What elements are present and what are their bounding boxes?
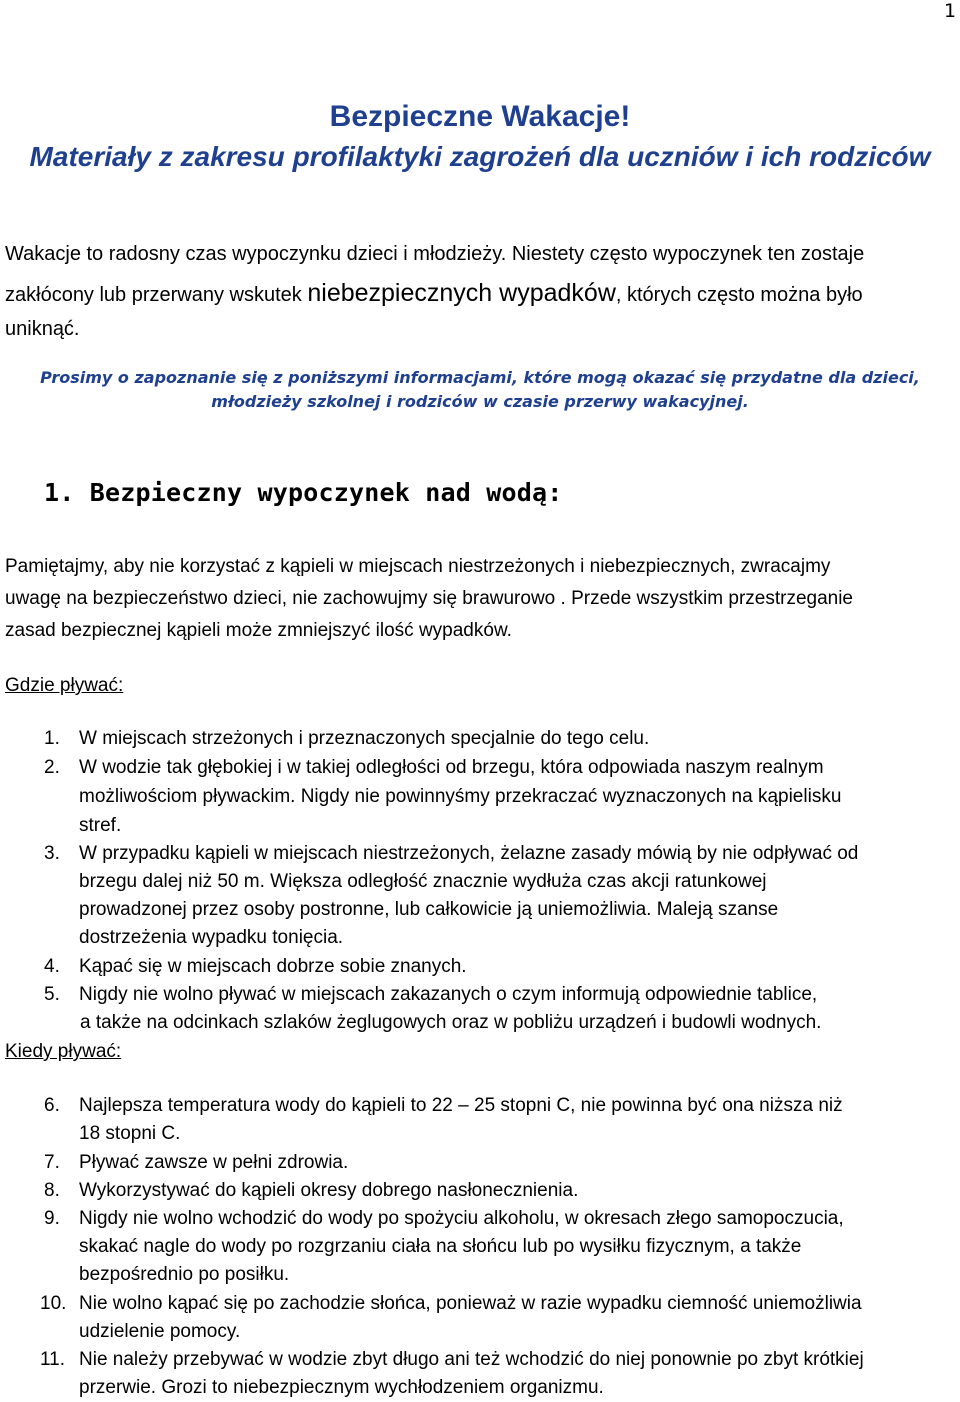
list-item-number: 4. [44, 956, 60, 977]
list-item-text: W przypadku kąpieli w miejscach niestrzeżonych, żelazne zasady mówią by nie odpływać od [79, 843, 859, 864]
list-item-text: przerwie. Grozi to niebezpiecznym wychłodzeniem organizmu. [79, 1377, 604, 1398]
list-item-text: Najlepsza temperatura wody do kąpieli to 22 – 25 stopni C, nie powinna być ona niższa niż [79, 1095, 843, 1116]
intro-line-2-start: zakłócony lub przerwany wskutek [5, 284, 308, 306]
list-item-text: bezpośrednio po posiłku. [79, 1264, 290, 1285]
list-item-text: a także na odcinkach szlaków żeglugowych oraz w pobliżu urządzeń i budowli wodnych. [80, 1012, 822, 1033]
where-heading: Gdzie pływać: [5, 675, 124, 696]
intro-line-3: uniknąć. [5, 318, 80, 340]
list-item-number: 2. [44, 757, 60, 778]
page-title: Bezpieczne Wakacje! [329, 100, 631, 133]
page-subtitle: Materiały z zakresu profilaktyki zagrożeń dla uczniów i ich rodziców [29, 141, 931, 172]
intro-emphasis: niebezpiecznych wypadków [307, 279, 616, 307]
list-item-text: skakać nagle do wody po rozgrzaniu ciała na słońcu lub po wysiłku fizycznym, a także [79, 1236, 802, 1257]
list-item-number: 1. [44, 728, 60, 749]
intro-line-2 [5, 279, 863, 308]
section-heading: 1. Bezpieczny wypoczynek nad wodą: [44, 478, 563, 507]
list-item-text: 18 stopni C. [79, 1123, 181, 1144]
intro-line-2-end: , których często można było [615, 284, 863, 306]
list-item-text: Nie wolno kąpać się po zachodzie słońca, ponieważ w razie wypadku ciemność uniemożliwia [79, 1293, 862, 1314]
request-line-2: młodzieży szkolnej i rodziców w czasie przerwy wakacyjnej. [211, 392, 749, 411]
list-item-text: W miejscach strzeżonych i przeznaczonych specjalnie do tego celu. [79, 728, 650, 749]
list-item-number: 11. [40, 1349, 66, 1370]
list-item-text: możliwościom pływackim. Nigdy nie powinnyśmy przekraczać wyznaczonych na kąpielisku [79, 786, 842, 807]
list-item-text: udzielenie pomocy. [79, 1321, 241, 1342]
list-item-number: 8. [44, 1180, 60, 1201]
list-item-text: Pływać zawsze w pełni zdrowia. [79, 1152, 349, 1173]
list-item-number: 5. [44, 984, 60, 1005]
list-item-text: Nie należy przebywać w wodzie zbyt długo ani też wchodzić do niej ponownie po zbyt krótkiej [79, 1349, 864, 1370]
page-number: 1 [944, 0, 957, 22]
list-item-number: 10. [40, 1293, 67, 1314]
list-item-text: Nigdy nie wolno pływać w miejscach zakazanych o czym informują odpowiednie tablice, [79, 984, 818, 1005]
list-item-text: Kąpać się w miejscach dobrze sobie znanych. [79, 956, 467, 977]
intro-line-1: Wakacje to radosny czas wypoczynku dzieci i młodzieży. Niestety często wypoczynek ten zostaje [5, 243, 865, 265]
list-item-text: prowadzonej przez osoby postronne, lub całkowicie ją uniemożliwia. Maleją szanse [79, 899, 779, 920]
when-heading: Kiedy pływać: [5, 1041, 122, 1062]
section-paragraph-line-1: Pamiętajmy, aby nie korzystać z kąpieli w miejscach niestrzeżonych i niebezpiecznych, zwracajmy [5, 556, 831, 577]
section-paragraph-line-3: zasad bezpiecznej kąpieli może zmniejszyć ilość wypadków. [5, 620, 512, 641]
request-line-1: Prosimy o zapoznanie się z poniższymi informacjami, które mogą okazać się przydatne dla dzieci, [40, 368, 920, 387]
list-item-text: Nigdy nie wolno wchodzić do wody po spożyciu alkoholu, w okresach złego samopoczucia, [79, 1208, 844, 1229]
list-item-text: Wykorzystywać do kąpieli okresy dobrego nasłonecznienia. [79, 1180, 579, 1201]
list-item-text: brzegu dalej niż 50 m. Większa odległość znacznie wydłuża czas akcji ratunkowej [79, 871, 767, 892]
list-item-number: 9. [44, 1208, 60, 1229]
list-item-number: 6. [44, 1095, 60, 1116]
list-item-number: 3. [44, 843, 60, 864]
list-item-text: stref. [79, 815, 122, 836]
list-item-number: 7. [44, 1152, 60, 1173]
section-paragraph-line-2: uwagę na bezpieczeństwo dzieci, nie zachowujmy się brawurowo . Przede wszystkim przestrzeganie [5, 588, 853, 609]
list-item-text: W wodzie tak głębokiej i w takiej odległości od brzegu, która odpowiada naszym realnym [79, 757, 824, 778]
list-item-text: dostrzeżenia wypadku tonięcia. [79, 927, 344, 948]
